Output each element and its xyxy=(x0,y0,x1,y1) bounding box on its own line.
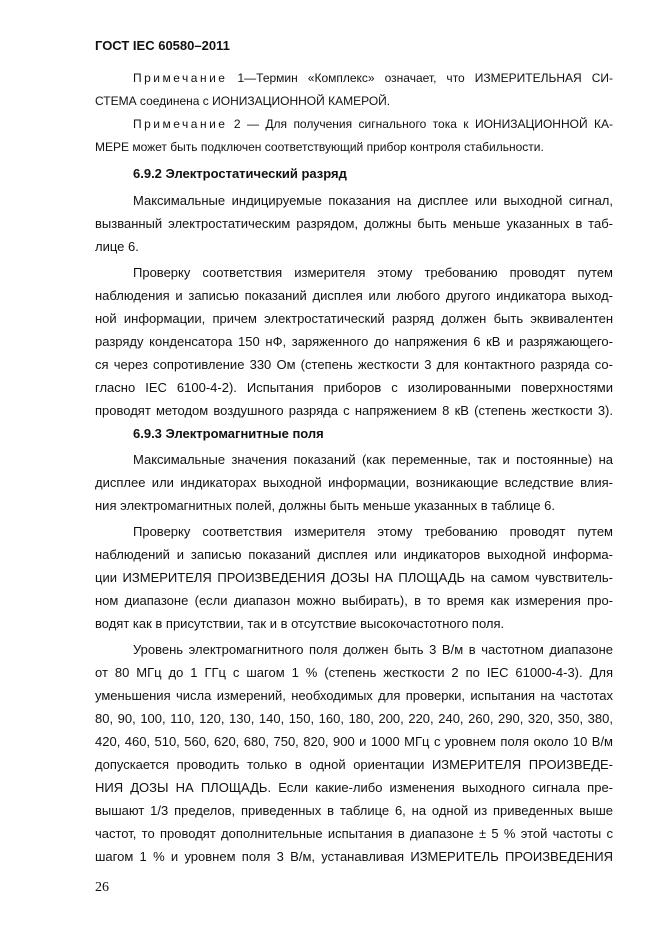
paragraph-line: Уровень электромагнитного поля должен быть 3 В/м в частотном диапазоне xyxy=(133,642,613,657)
paragraph-line: Проверку соответствия измерителя этому требованию проводят путем xyxy=(133,524,613,539)
paragraph-line: дисплее или индикаторах выходной информации, возникающие вследствие влия- xyxy=(95,475,613,490)
paragraph-line: Максимальные индицируемые показания на дисплее или выходной сигнал, xyxy=(133,193,613,208)
paragraph-line: проводят методом воздушного разряда с напряжением 8 кВ (степень жесткости 3). xyxy=(95,403,613,418)
paragraph-line: гласно IEC 6100-4-2). Испытания приборов с изолированными поверхностями xyxy=(95,380,613,395)
paragraph-line: вышают 1/3 пределов, приведенных в таблице 6, на одной из приведенных выше xyxy=(95,803,613,818)
paragraph-line: НИЯ ДОЗЫ НА ПЛОЩАДЬ. Если какие-либо изменения выходного сигнала пре- xyxy=(95,780,613,795)
paragraph-line: от 80 МГц до 1 ГГц с шагом 1 % (степень жесткости 2 по IEC 61000-4-3). Для xyxy=(95,665,613,680)
paragraph-line: допускается проводить только в одной ориентации ИЗМЕРИТЕЛЯ ПРОИЗВЕДЕ- xyxy=(95,757,613,772)
paragraph-line: ном диапазоне (если диапазон можно выбирать), в то время как измерения про- xyxy=(95,593,613,608)
paragraph-line: частот, то проводят дополнительные испытания в диапазоне ± 5 % этой частоты с xyxy=(95,826,613,841)
paragraph-line: 80, 90, 100, 110, 120, 130, 140, 150, 160, 180, 200, 220, 240, 260, 290, 320, 350, 380, xyxy=(95,711,613,726)
paragraph-line: ции ИЗМЕРИТЕЛЯ ПРОИЗВЕДЕНИЯ ДОЗЫ НА ПЛОЩАДЬ на самом чувствитель- xyxy=(95,570,613,585)
note-1-line-2: СТЕМА соединена с ИОНИЗАЦИОННОЙ КАМЕРОЙ. xyxy=(95,94,391,108)
paragraph-line: шагом 1 % и уровнем поля 3 В/м, устанавливая ИЗМЕРИТЕЛЬ ПРОИЗВЕДЕНИЯ xyxy=(95,849,613,864)
paragraph-line: уменьшения числа измерений, необходимых для проверки, испытания на частотах xyxy=(95,688,613,703)
paragraph-line: водят как в присутствии, так и в отсутствие высокочастотного поля. xyxy=(95,616,505,631)
paragraph-line: лице 6. xyxy=(95,239,139,254)
paragraph-line: наблюдений и записью показаний дисплея или индикаторов выходной информа- xyxy=(95,547,613,562)
paragraph-line: ся через сопротивление 330 Ом (степень жесткости 3 для контактного разряда со- xyxy=(95,357,613,372)
note-label: Примечание xyxy=(133,117,228,131)
paragraph-line: Проверку соответствия измерителя этому требованию проводят путем xyxy=(133,265,613,280)
paragraph-line: ной информации, причем электростатический разряд должен быть эквивалентен xyxy=(95,311,613,326)
page-number: 26 xyxy=(95,880,109,895)
paragraph-line: Максимальные значения показаний (как переменные, так и постоянные) на xyxy=(133,452,613,467)
paragraph-line: ния электромагнитных полей, должны быть меньше указанных в таблице 6. xyxy=(95,498,556,513)
section-6-9-2-title: 6.9.2 Электростатический разряд xyxy=(133,166,347,181)
paragraph-line: 420, 460, 510, 560, 620, 680, 750, 820, 900 и 1000 МГц с уровнем поля около 10 В/м xyxy=(95,734,613,749)
note-2-line-2: МЕРЕ может быть подключен соответствующий прибор контроля стабильности. xyxy=(95,140,544,154)
note-1-line-1: Примечание 1—Термин «Комплекс» означает, что ИЗМЕРИТЕЛЬНАЯ СИ- xyxy=(133,71,613,85)
note-2-line-1: Примечание 2 — Для получения сигнального тока к ИОНИЗАЦИОННОЙ КА- xyxy=(133,117,613,131)
standard-header: ГОСТ IEC 60580–2011 xyxy=(95,38,230,53)
paragraph-line: разряду конденсатора 150 нФ, заряженного до напряжения 6 кВ и разряжающего- xyxy=(95,334,613,349)
section-6-9-3-title: 6.9.3 Электромагнитные поля xyxy=(133,426,324,441)
paragraph-line: вызванный электростатическим разрядом, должны быть меньше указанных в таб- xyxy=(95,216,613,231)
note-label: Примечание xyxy=(133,71,228,85)
paragraph-line: наблюдения и записью показаний дисплея или любого другого индикатора выход- xyxy=(95,288,613,303)
